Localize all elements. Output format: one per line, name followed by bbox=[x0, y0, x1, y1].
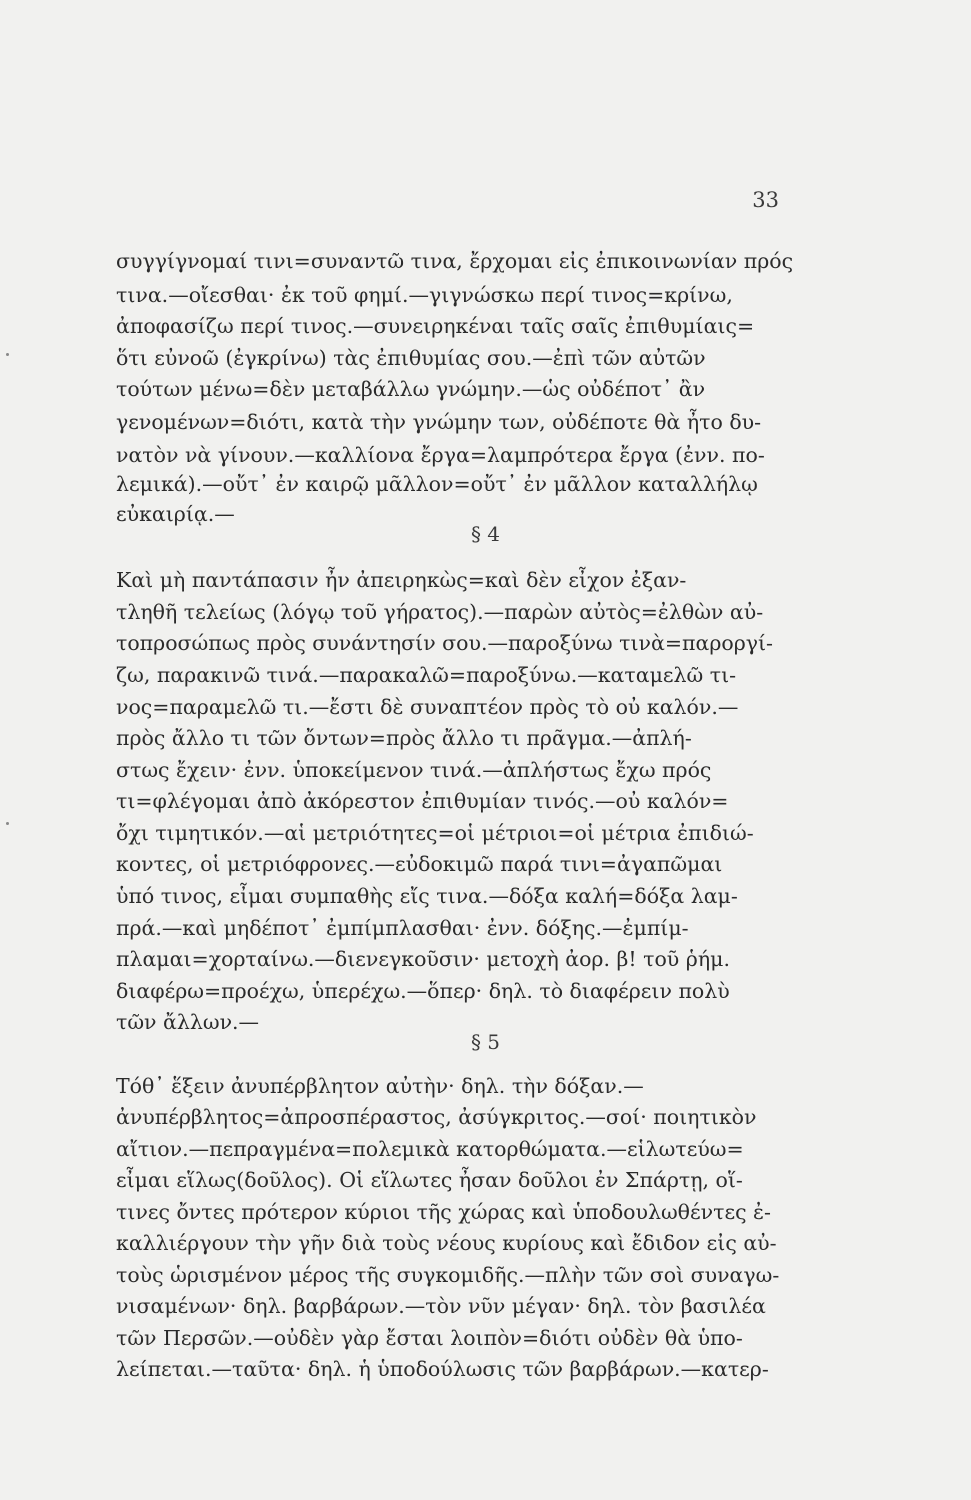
margin-speck bbox=[6, 822, 9, 825]
text-line: τῶν Περσῶν.—οὐδὲν γὰρ ἔσται λοιπὸν=διότι οὐδὲν θὰ ὑπο- bbox=[116, 1326, 743, 1350]
text-line: διαφέρω=προέχω, ὑπερέχω.—ὅπερ· δηλ. τὸ διαφέρειν πολὺ bbox=[116, 979, 730, 1003]
text-line: ὑπό τινος, εἶμαι συμπαθὴς εἴς τινα.—δόξα καλή=δόξα λαμ- bbox=[116, 884, 738, 908]
text-line: Τόθ᾽ ἕξειν ἀνυπέρβλητον αὐτὴν· δηλ. τὴν δόξαν.— bbox=[116, 1074, 644, 1098]
section-heading: § 5 bbox=[470, 1030, 501, 1054]
text-line: εἶμαι εἵλως(δοῦλος). Οἱ εἵλωτες ἦσαν δοῦλοι ἐν Σπάρτῃ, οἵ- bbox=[116, 1168, 743, 1192]
section-heading: § 4 bbox=[470, 522, 501, 546]
text-line: Καὶ μὴ παντάπασιν ἦν ἀπειρηκὼς=καὶ δὲν εἶχον ἐξαν- bbox=[116, 568, 687, 592]
text-line: τοὺς ὡρισμένον μέρος τῆς συγκομιδῆς.—πλὴν τῶν σοὶ συναγω- bbox=[116, 1263, 780, 1287]
text-line: ζω, παρακινῶ τινά.—παρακαλῶ=παροξύνω.—καταμελῶ τι- bbox=[116, 663, 737, 687]
text-line: νισαμένων· δηλ. βαρβάρων.—τὸν νῦν μέγαν· δηλ. τὸν βασιλέα bbox=[116, 1294, 766, 1318]
text-line: καλλιέργουν τὴν γῆν διὰ τοὺς νέους κυρίους καὶ ἔδιδον εἰς αὐ- bbox=[116, 1231, 777, 1255]
text-line: τινα.—οἴεσθαι· ἐκ τοῦ φημί.—γιγνώσκω περί τινος=κρίνω, bbox=[116, 283, 733, 307]
text-line: λεμικά).—οὔτ᾽ ἐν καιρῷ μᾶλλον=οὔτ᾽ ἐν μᾶλλον καταλλήλῳ bbox=[116, 472, 758, 496]
text-line: τούτων μένω=δὲν μεταβάλλω γνώμην.—ὡς οὐδέποτ᾽ ἂν bbox=[116, 377, 706, 401]
margin-speck bbox=[6, 353, 9, 356]
text-line: τοπροσώπως πρὸς συνάντησίν σου.—παροξύνω τινὰ=παροργί- bbox=[116, 631, 773, 655]
text-line: τληθῆ τελείως (λόγῳ τοῦ γήρατος).—παρὼν αὐτὸς=ἐλθὼν αὐ- bbox=[116, 600, 764, 624]
text-line: ὅτι εὐνοῶ (ἐγκρίνω) τὰς ἐπιθυμίας σου.—ἐπὶ τῶν αὐτῶν bbox=[116, 346, 706, 370]
text-line: πρά.—καὶ μηδέποτ᾽ ἐμπίμπλασθαι· ἐνν. δόξης.—ἐμπίμ- bbox=[116, 916, 689, 940]
text-line: πλαμαι=χορταίνω.—διενεγκοῦσιν· μετοχὴ ἀορ. β! τοῦ ῥήμ. bbox=[116, 947, 730, 971]
text-line: συγγίγνομαί τινι=συναντῶ τινα, ἔρχομαι εἰς ἐπικοινωνίαν πρός bbox=[116, 249, 794, 273]
page-number: 33 bbox=[752, 188, 779, 212]
text-line: ἀνυπέρβλητος=ἀπροσπέραστος, ἀσύγκριτος.—σοί· ποιητικὸν bbox=[116, 1105, 757, 1129]
text-line: νος=παραμελῶ τι.—ἔστι δὲ συναπτέον πρὸς τὸ οὐ καλόν.— bbox=[116, 695, 739, 719]
text-line: λείπεται.—ταῦτα· δηλ. ἡ ὑποδούλωσις τῶν βαρβάρων.—κατερ- bbox=[116, 1357, 769, 1381]
text-line: εὐκαιρίᾳ.— bbox=[116, 502, 235, 526]
text-line: αἴτιον.—πεπραγμένα=πολεμικὰ κατορθώματα.—εἱλωτεύω= bbox=[116, 1137, 744, 1161]
text-line: γενομένων=διότι, κατὰ τὴν γνώμην των, οὐδέποτε θὰ ἦτο δυ- bbox=[116, 410, 762, 434]
text-line: ἀποφασίζω περί τινος.—συνειρηκέναι ταῖς σαῖς ἐπιθυμίαις= bbox=[116, 314, 755, 338]
text-line: ὄχι τιμητικόν.—αἱ μετριότητες=οἱ μέτριοι=οἱ μέτρια ἐπιδιώ- bbox=[116, 821, 754, 845]
text-line: κοντες, οἱ μετριόφρονες.—εὐδοκιμῶ παρά τινι=ἀγαπῶμαι bbox=[116, 852, 723, 876]
text-line: νατὸν νὰ γίνουν.—καλλίονα ἔργα=λαμπρότερα ἔργα (ἐνν. πο- bbox=[116, 443, 765, 467]
text-line: τινες ὄντες πρότερον κύριοι τῆς χώρας καὶ ὑποδουλωθέντες ἐ- bbox=[116, 1200, 771, 1224]
text-line: στως ἔχειν· ἐνν. ὑποκείμενον τινά.—ἀπλήστως ἔχω πρός bbox=[116, 758, 712, 782]
text-line: τῶν ἄλλων.— bbox=[116, 1010, 260, 1034]
text-line: πρὸς ἄλλο τι τῶν ὄντων=πρὸς ἄλλο τι πρᾶγμα.—ἀπλή- bbox=[116, 726, 692, 750]
text-line: τι=φλέγομαι ἀπὸ ἀκόρεστον ἐπιθυμίαν τινός.—οὐ καλόν= bbox=[116, 789, 729, 813]
